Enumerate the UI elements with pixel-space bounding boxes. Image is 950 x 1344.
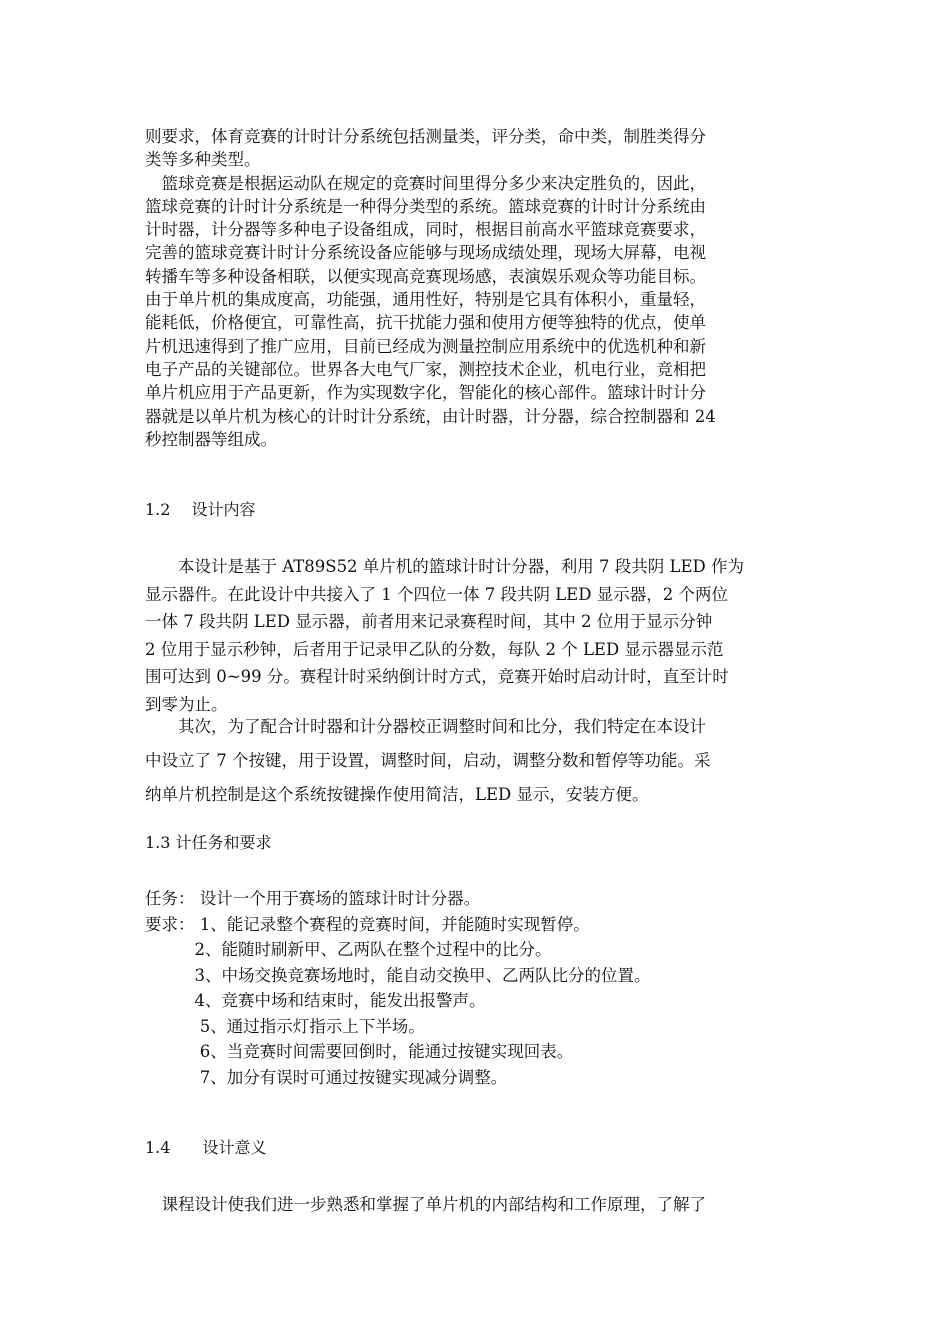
- text-line: 由于单片机的集成度高，功能强，通用性好，特别是它具有体积小，重量轻，: [145, 290, 706, 310]
- text-line: 纳单片机控制是这个系统按键操作使用简洁，LED 显示，安装方便。: [145, 785, 649, 804]
- text-line: 秒控制器等组成。: [145, 429, 277, 449]
- section-heading-1-2: 1.2 设计内容: [145, 500, 256, 519]
- text-line: 器就是以单片机为核心的计时计分系统，由计时器，计分器，综合控制器和 24: [145, 406, 716, 426]
- section-1-2-paragraph-2: [145, 710, 810, 812]
- requirement-line: 6、当竞赛时间需要回倒时，能通过按键实现回表。: [145, 1042, 574, 1061]
- requirement-line: 要求： 1、能记录整个赛程的竞赛时间，并能随时实现暂停。: [145, 914, 590, 934]
- section-1-4-paragraph: [145, 1192, 810, 1217]
- text-line: 计时器，计分器等多种电子设备组成，同时，根据目前高水平篮球竞赛要求，: [145, 220, 706, 240]
- text-line: 类等多种类型。: [145, 150, 261, 170]
- text-line: 到零为止。: [145, 694, 228, 714]
- task-line: 任务： 设计一个用于赛场的篮球计时计分器。: [145, 889, 481, 908]
- text-line: 2 位用于显示秒钟，后者用于记录甲乙队的分数，每队 2 个 LED 显示器显示范: [145, 639, 724, 659]
- text-line: 篮球竞赛是根据运动队在规定的竞赛时间里得分多少来决定胜负的，因此，: [145, 173, 706, 193]
- section-heading-1-3: 1.3 计任务和要求: [145, 833, 272, 852]
- text-line: 本设计是基于 AT89S52 单片机的篮球计时计分器，利用 7 段共阴 LED 作为: [145, 557, 745, 576]
- requirement-line: 7、加分有误时可通过按键实现减分调整。: [145, 1067, 508, 1087]
- text-line: 能耗低，价格便宜，可靠性高，抗干扰能力强和使用方便等独特的优点，使单: [145, 313, 706, 333]
- requirement-line: 5、通过指示灯指示上下半场。: [145, 1016, 425, 1036]
- section-heading-1-4: 1.4 设计意义: [145, 1138, 267, 1157]
- requirement-line: 2、能随时刷新甲、乙两队在整个过程中的比分。: [145, 940, 552, 959]
- text-line: 显示器件。在此设计中共接入了 1 个四位一体 7 段共阴 LED 显示器，2 个两位: [145, 584, 728, 604]
- text-line: 围可达到 0~99 分。赛程计时采纳倒计时方式，竞赛开始时启动计时，直至计时: [145, 667, 729, 687]
- requirement-line: 3、中场交换竞赛场地时，能自动交换甲、乙两队比分的位置。: [145, 965, 651, 985]
- requirement-line: 4、竞赛中场和结束时，能发出报警声。: [145, 991, 486, 1010]
- text-line: 中设立了 7 个按键，用于设置，调整时间，启动，调整分数和暂停等功能。采: [145, 751, 711, 770]
- text-line: 一体 7 段共阴 LED 显示器，前者用来记录赛程时间，其中 2 位用于显示分钟: [145, 612, 713, 632]
- intro-paragraph: [145, 125, 810, 451]
- section-1-3-task: [145, 886, 810, 1090]
- section-1-2-paragraph-1: [145, 553, 810, 719]
- text-line: 电子产品的关键部位。世界各大电气厂家，测控技术企业，机电行业，竞相把: [145, 359, 706, 379]
- text-line: 则要求，体育竞赛的计时计分系统包括测量类，评分类，命中类，制胜类得分: [145, 127, 706, 146]
- text-line: 其次，为了配合计时器和计分器校正调整时间和比分，我们特定在本设计: [145, 717, 706, 736]
- text-line: 篮球竞赛的计时计分系统是一种得分类型的系统。篮球竞赛的计时计分系统由: [145, 196, 706, 216]
- text-line: 单片机应用于产品更新，作为实现数字化，智能化的核心部件。篮球计时计分: [145, 383, 706, 403]
- text-line: 片机迅速得到了推广应用，目前已经成为测量控制应用系统中的优选机种和新: [145, 336, 706, 356]
- text-line: 转播车等多种设备相联，以便实现高竞赛现场感，表演娱乐观众等功能目标。: [145, 266, 706, 286]
- text-line: 课程设计使我们进一步熟悉和掌握了单片机的内部结构和工作原理，了解了: [145, 1195, 706, 1214]
- text-line: 完善的篮球竞赛计时计分系统设备应能够与现场成绩处理，现场大屏幕，电视: [145, 243, 706, 263]
